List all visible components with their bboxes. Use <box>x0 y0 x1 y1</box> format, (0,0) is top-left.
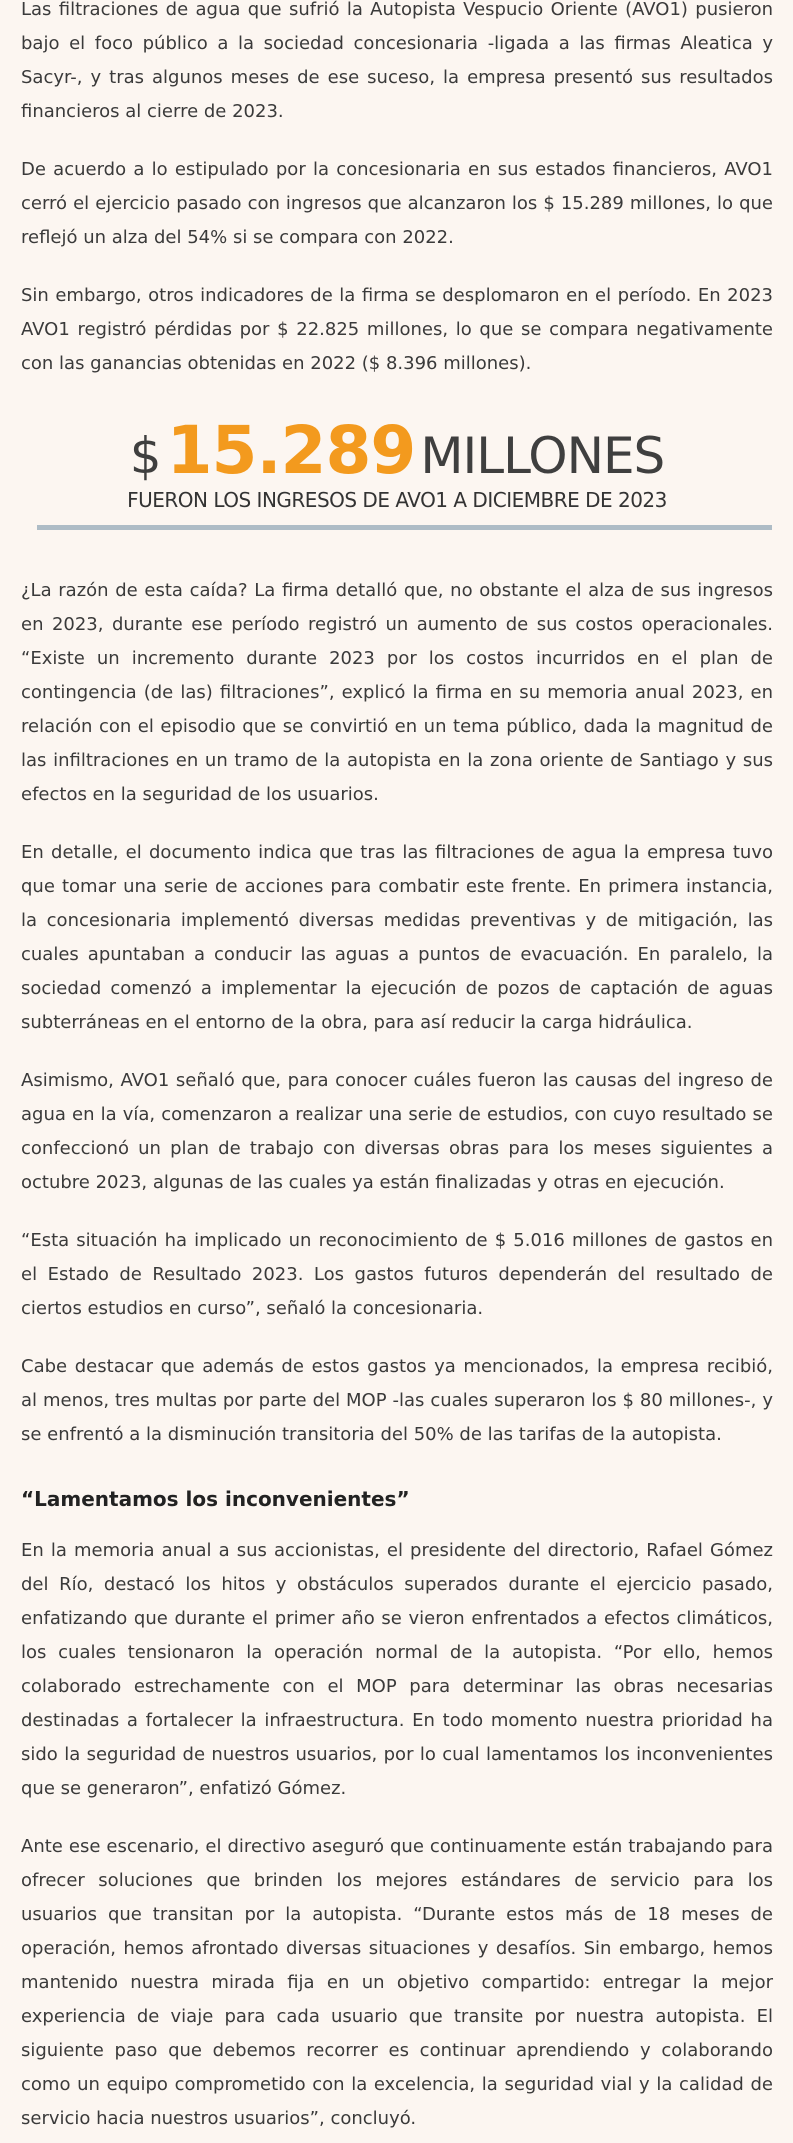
highlight-currency: $ <box>129 427 162 485</box>
paragraph-president: En la memoria anual a sus accionistas, el presidente del directorio, Rafael Gómez del Río, destacó los hitos y obstáculos superados durante el ejercicio pasado, enfatizando que durante el primer año se vieron enfrentados a efectos climáticos, los cuales tensionaron la operación normal de la autopista. “Por ello, hemos colaborado estrechamente con el MOP para determinar las obras necesarias destinadas a fortalecer la infraestructura. En todo momento nuestra prioridad ha sido la seguridad de nuestros usuarios, por lo cual lamentamos los inconvenientes que se generaron”, enfatizó Gómez. <box>21 1540 773 1799</box>
paragraph-losses: Sin embargo, otros indicadores de la firma se desplomaron en el período. En 2023 AVO1 registró pérdidas por $ 22.825 millones, lo que se compara negativamente con las ganancias obtenidas en 2022 ($ 8.396 millones). <box>21 285 773 374</box>
paragraph-detail: En detalle, el documento indica que tras las filtraciones de agua la empresa tuvo que tomar una serie de acciones para combatir este frente. En primera instancia, la concesionaria implementó diversas medidas preventivas y de mitigación, las cuales apuntaban a conducir las aguas a puntos de evacuación. En paralelo, la sociedad comenzó a implementar la ejecución de pozos de captación de aguas subterráneas en el entorno de la obra, para así reducir la carga hidráulica. <box>21 842 773 1033</box>
revenue-highlight <box>21 412 773 530</box>
paragraph-expenses: “Esta situación ha implicado un reconocimiento de $ 5.016 millones de gastos en el Estado de Resultado 2023. Los gastos futuros dependerán del resultado de ciertos estudios en curso”, señaló la concesionaria. <box>21 1230 773 1319</box>
highlight-figure <box>21 412 773 489</box>
paragraph-revenue: De acuerdo a lo estipulado por la concesionaria en sus estados financieros, AVO1 cerró el ejercicio pasado con ingresos que alcanzaron los $ 15.289 millones, lo que reflejó un alza del 54% si se compara con 2022. <box>21 159 773 248</box>
highlight-caption: FUERON LOS INGRESOS DE AVO1 A DICIEMBRE DE 2023 <box>127 488 667 512</box>
paragraph-reason: ¿La razón de esta caída? La firma detalló que, no obstante el alza de sus ingresos en 2023, durante ese período registró un aumento de sus costos operacionales. “Existe un incremento durante 2023 por los costos incurridos en el plan de contingencia (de las) filtraciones”, explicó la firma en su memoria anual 2023, en relación con el episodio que se convirtió en un tema público, dada la magnitud de las infiltraciones en un tramo de la autopista en la zona oriente de Santiago y sus efectos en la seguridad de los usuarios. <box>21 580 773 805</box>
paragraph-conclusion: Ante ese escenario, el directivo aseguró que continuamente están trabajando para ofrecer soluciones que brinden los mejores estándares de servicio para los usuarios que transitan por la autopista. “Durante estos más de 18 meses de operación, hemos afrontado diversas situaciones y desafíos. Sin embargo, hemos mantenido nuestra mirada fija en un objetivo compartido: entregar la mejor experiencia de viaje para cada usuario que transite por nuestra autopista. El siguiente paso que debemos recorrer es continuar aprendiendo y colaborando como un equipo comprometido con la excelencia, la seguridad vial y la calidad de servicio hacia nuestros usuarios”, concluyó. <box>21 1836 773 2129</box>
paragraph-fines: Cabe destacar que además de estos gastos ya mencionados, la empresa recibió, al menos, tres multas por parte del MOP -las cuales superaron los $ 80 millones-, y se enfrentó a la disminución transitoria del 50% de las tarifas de la autopista. <box>21 1356 773 1445</box>
highlight-divider <box>37 525 772 530</box>
highlight-number: 15.289 <box>166 412 416 489</box>
paragraph-intro: Las filtraciones de agua que sufrió la Autopista Vespucio Oriente (AVO1) pusieron bajo el foco público a la sociedad concesionaria -ligada a las firmas Aleatica y Sacyr-, y tras algunos meses de ese suceso, la empresa presentó sus resultados financieros al cierre de 2023. <box>21 0 773 122</box>
highlight-unit: MILLONES <box>420 427 665 485</box>
paragraph-studies: Asimismo, AVO1 señaló que, para conocer cuáles fueron las causas del ingreso de agua en la vía, comenzaron a realizar una serie de estudios, con cuyo resultado se confeccionó un plan de trabajo con diversas obras para los meses siguientes a octubre 2023, algunas de las cuales ya están finalizadas y otras en ejecución. <box>21 1070 773 1193</box>
section-subheading: “Lamentamos los inconvenientes” <box>21 1487 410 1511</box>
